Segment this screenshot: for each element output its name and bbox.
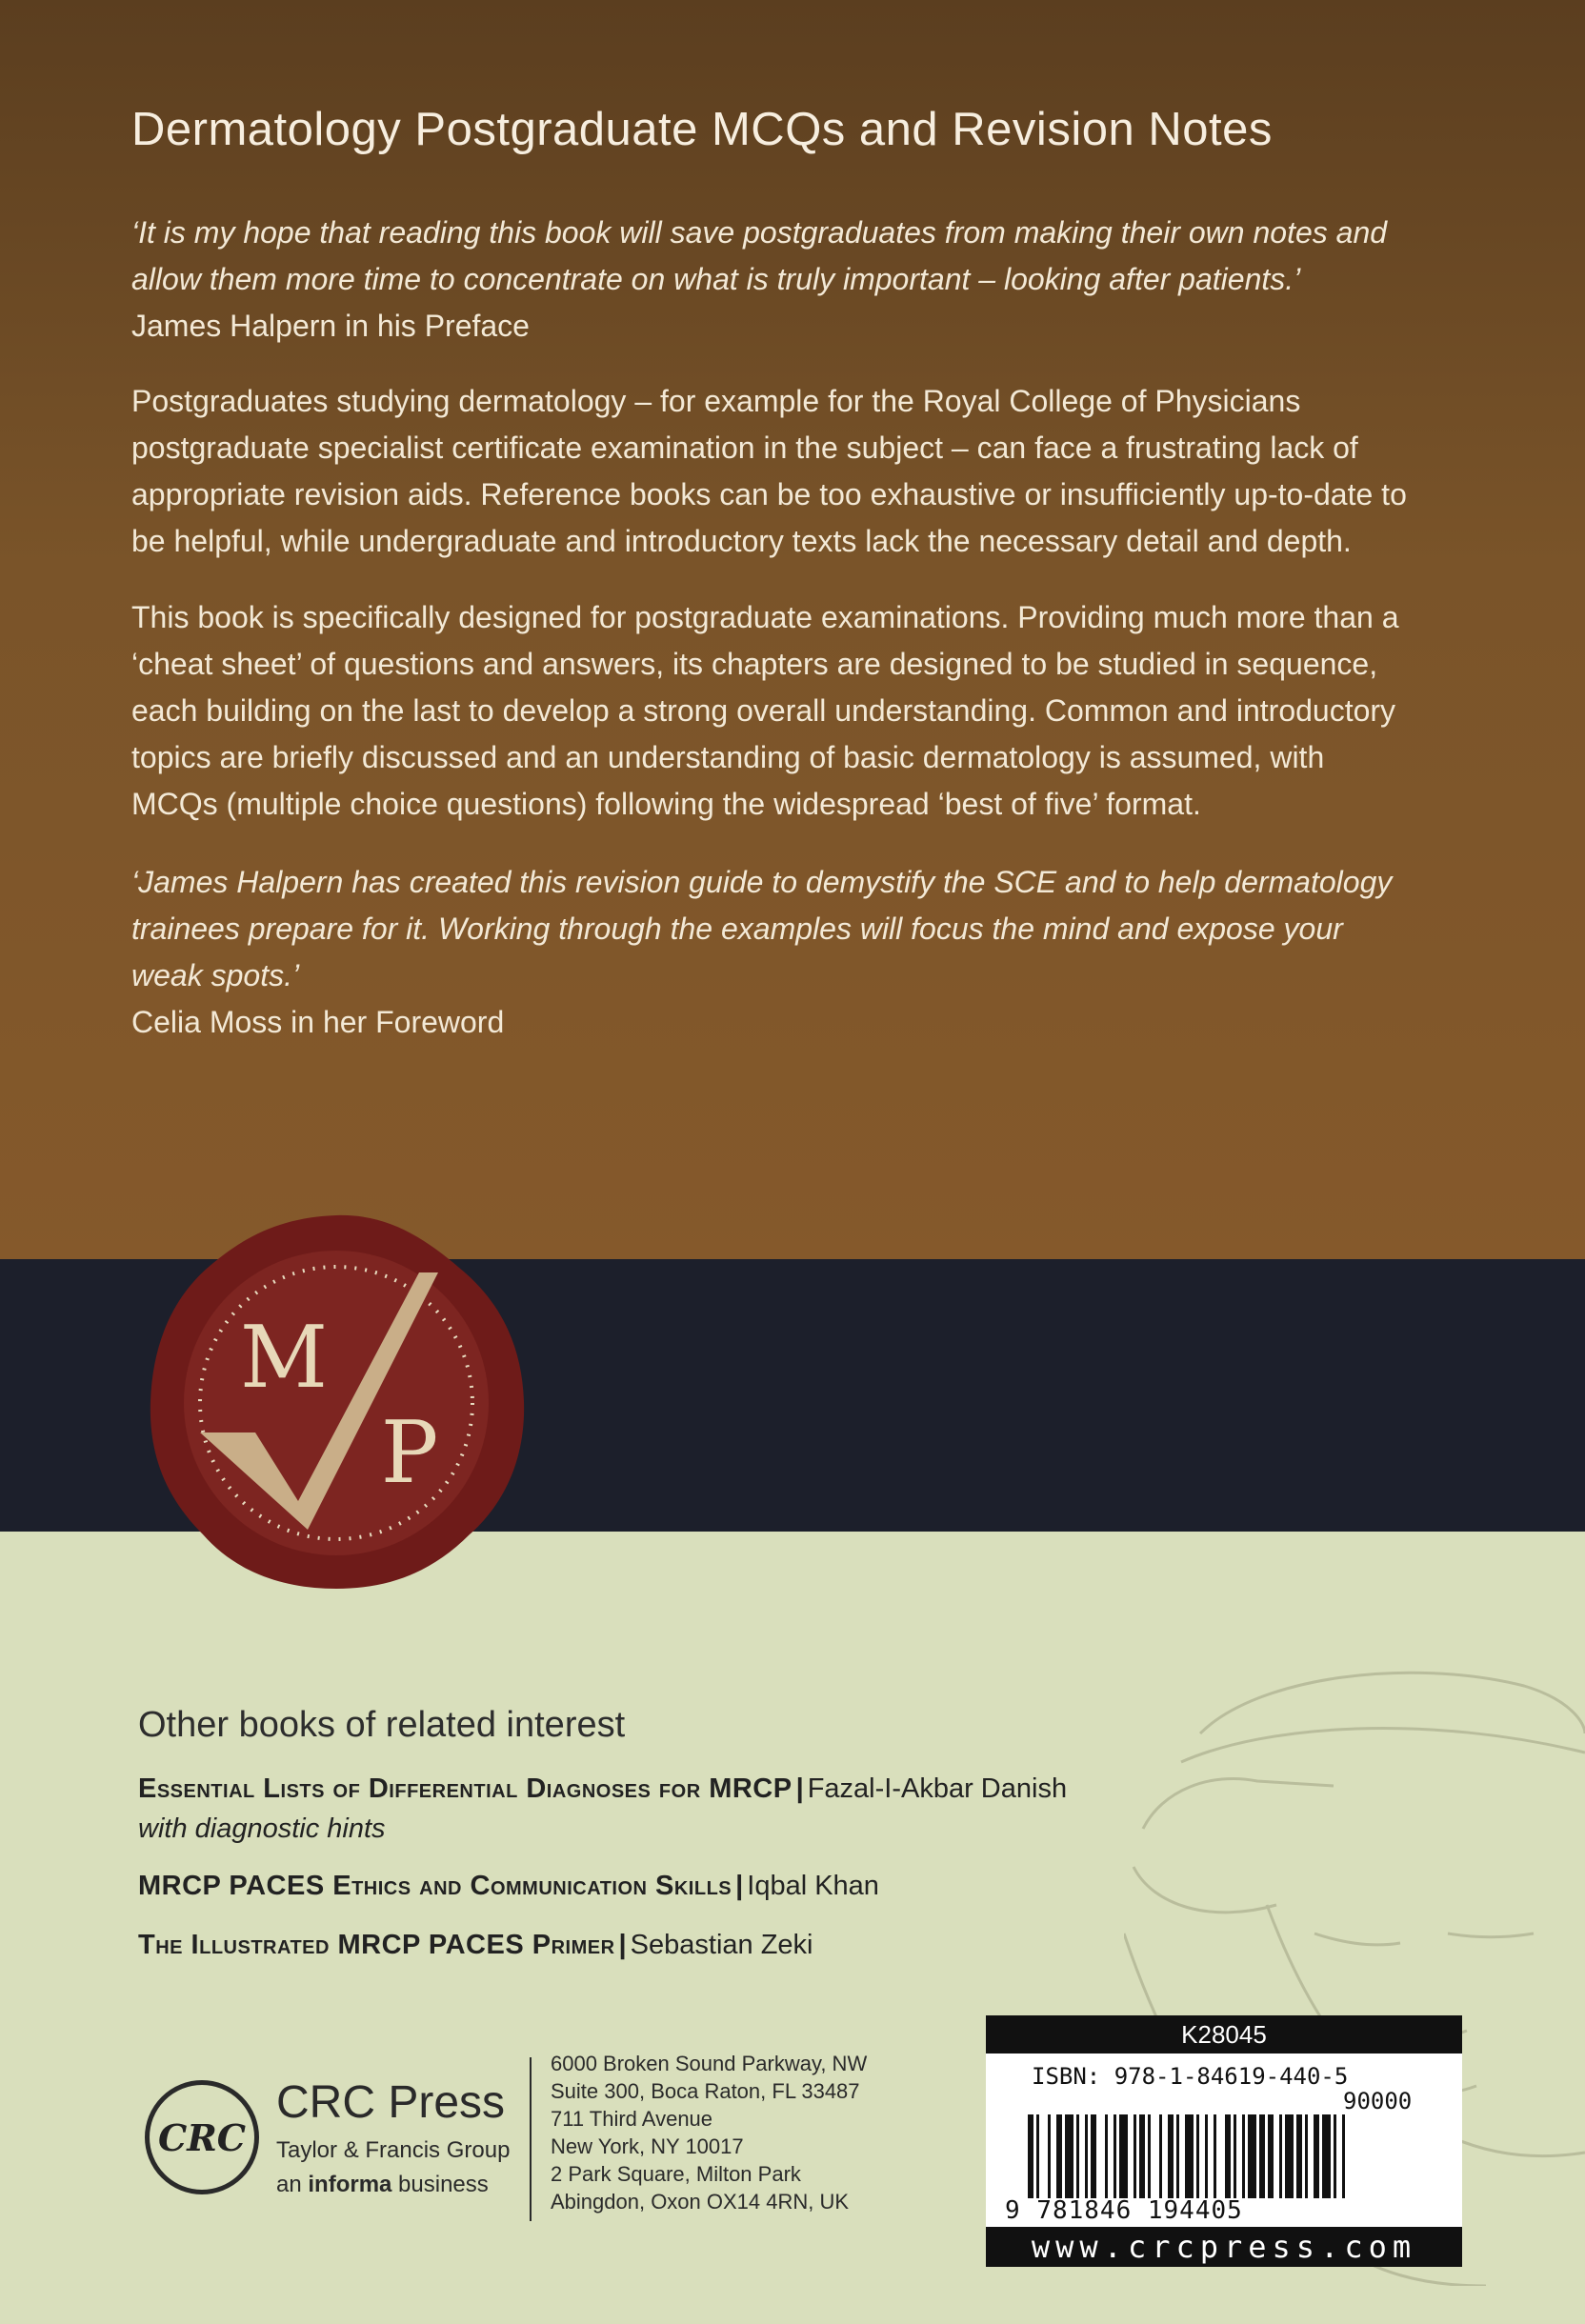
- seal-letter-p: P: [380, 1403, 439, 1503]
- barcode-block: [986, 2015, 1462, 2267]
- address-line: 711 Third Avenue: [551, 2107, 713, 2131]
- barcode-bar: [1134, 2114, 1136, 2198]
- foreword-quote-attribution: Celia Moss in her Foreword: [131, 1005, 505, 1039]
- barcode-bar: [1314, 2114, 1319, 2198]
- seal-letter-m: M: [239, 1308, 329, 1408]
- barcode-digits: 9 781846 194405: [1005, 2196, 1243, 2225]
- barcode-bar: [1028, 2114, 1033, 2198]
- barcode-bar: [1176, 2114, 1179, 2198]
- publisher-addresses: [551, 2050, 951, 2215]
- barcode-bar: [1185, 2114, 1194, 2198]
- business-prefix: an: [276, 2172, 309, 2197]
- address-line: Suite 300, Boca Raton, FL 33487: [551, 2079, 860, 2103]
- related-book-3-author: Sebastian Zeki: [630, 1930, 813, 1960]
- address-line: 6000 Broken Sound Parkway, NW: [551, 2052, 868, 2075]
- barcode-bar: [1139, 2114, 1145, 2198]
- barcode-bar: [1279, 2114, 1282, 2198]
- publisher-url: www.crcpress.com: [986, 2227, 1462, 2267]
- barcode-bar: [1322, 2114, 1331, 2198]
- publisher-name: CRC Press: [276, 2077, 506, 2128]
- mp-wax-seal-logo: [141, 1206, 532, 1596]
- paragraph-2-text: This book is specifically designed for postgraduate examinations. Providing much more than a ‘cheat sheet’ of questions and answers, its chapters are designed to be studied in sequence, each building on the last to develop a strong overall understanding. Common and introductory topics are briefly discussed and an understanding of basic dermatology is assumed, with MCQs (multiple choice questions) following the widespread ‘best of five’ format.: [131, 600, 1399, 821]
- price-code: 90000: [1343, 2088, 1413, 2114]
- preface-quote: [131, 210, 1408, 350]
- address-line: New York, NY 10017: [551, 2134, 744, 2158]
- book-title: Dermatology Postgraduate MCQs and Revision Notes: [131, 104, 1273, 155]
- barcode-bar: [1296, 2114, 1302, 2198]
- barcode-bar: [1036, 2114, 1039, 2198]
- barcode-bar: [1168, 2114, 1174, 2198]
- crc-logo-icon: CRC: [145, 2080, 259, 2194]
- barcode-bar: [1234, 2114, 1236, 2198]
- related-book-1-subtitle: with diagnostic hints: [138, 1813, 386, 1844]
- barcode-bar: [1091, 2114, 1096, 2198]
- publisher-group: Taylor & Francis Group: [276, 2137, 511, 2163]
- preface-quote-text: ‘It is my hope that reading this book will save postgraduates from making their own notes and allow them more time to concentrate on what is truly important – looking after patients.’: [131, 215, 1388, 296]
- barcode-bar: [1159, 2114, 1162, 2198]
- related-book-1-title: Essential Lists of Differential Diagnoses for MRCP: [138, 1773, 792, 1804]
- isbn-text: ISBN: 978-1-84619-440-5: [1032, 2063, 1349, 2090]
- barcode-bar: [1342, 2114, 1345, 2198]
- barcode-bar: [1259, 2114, 1265, 2198]
- barcode-bar: [1248, 2114, 1256, 2198]
- separator: |: [795, 1773, 804, 1804]
- preface-quote-attribution: James Halpern in his Preface: [131, 309, 530, 343]
- separator: |: [618, 1930, 627, 1960]
- barcode-bar: [1085, 2114, 1088, 2198]
- barcode-bar: [1114, 2114, 1116, 2198]
- publisher-divider: [530, 2057, 532, 2221]
- barcode-bar: [1225, 2114, 1231, 2198]
- related-book-2-author: Iqbal Khan: [747, 1871, 879, 1901]
- business-suffix: business: [391, 2172, 489, 2197]
- related-book-3: [138, 1930, 813, 1961]
- related-books-heading: Other books of related interest: [138, 1705, 626, 1745]
- barcode-bar: [1196, 2114, 1199, 2198]
- barcode-bar: [1214, 2114, 1216, 2198]
- barcode-bar: [1076, 2114, 1079, 2198]
- related-book-1-author: Fazal-I-Akbar Danish: [807, 1773, 1068, 1804]
- barcode-bar: [1334, 2114, 1336, 2198]
- related-book-3-title: The Illustrated MRCP PACES Primer: [138, 1930, 615, 1960]
- foreword-quote: [131, 859, 1408, 1046]
- related-book-1: [138, 1773, 1067, 1805]
- address-line: Abingdon, Oxon OX14 4RN, UK: [551, 2190, 850, 2214]
- barcode-bars: [1028, 2114, 1409, 2198]
- description-paragraph-1: [131, 378, 1408, 565]
- barcode-bar: [1285, 2114, 1294, 2198]
- barcode-bar: [1148, 2114, 1151, 2198]
- barcode-bar: [1056, 2114, 1062, 2198]
- publisher-business-line: [276, 2172, 489, 2198]
- business-bold: informa: [308, 2172, 392, 2197]
- barcode-bar: [1205, 2114, 1208, 2198]
- barcode-bar: [1119, 2114, 1128, 2198]
- paragraph-1-text: Postgraduates studying dermatology – for example for the Royal College of Physicians postgraduate specialist certificate examination in the subject – can face a frustrating lack of appropriate revision aids. Reference books can be too exhaustive or insufficiently up-to-date to be helpful, while undergraduate and introductory texts lack the necessary detail and depth.: [131, 384, 1407, 558]
- barcode-bar: [1242, 2114, 1245, 2198]
- product-code: K28045: [986, 2015, 1462, 2054]
- description-paragraph-2: [131, 594, 1408, 828]
- barcode-bar: [1268, 2114, 1274, 2198]
- foreword-quote-text: ‘James Halpern has created this revision guide to demystify the SCE and to help dermatology trainees prepare for it. Working through the examples will focus the mind and expose your weak spots.’: [131, 865, 1393, 992]
- barcode-bar: [1305, 2114, 1308, 2198]
- barcode-bar: [1065, 2114, 1073, 2198]
- address-line: 2 Park Square, Milton Park: [551, 2162, 801, 2186]
- barcode-bar: [1048, 2114, 1051, 2198]
- related-book-2-title: MRCP PACES Ethics and Communication Skills: [138, 1871, 732, 1901]
- barcode-bar: [1105, 2114, 1108, 2198]
- related-book-2: [138, 1871, 879, 1902]
- separator: |: [735, 1871, 744, 1901]
